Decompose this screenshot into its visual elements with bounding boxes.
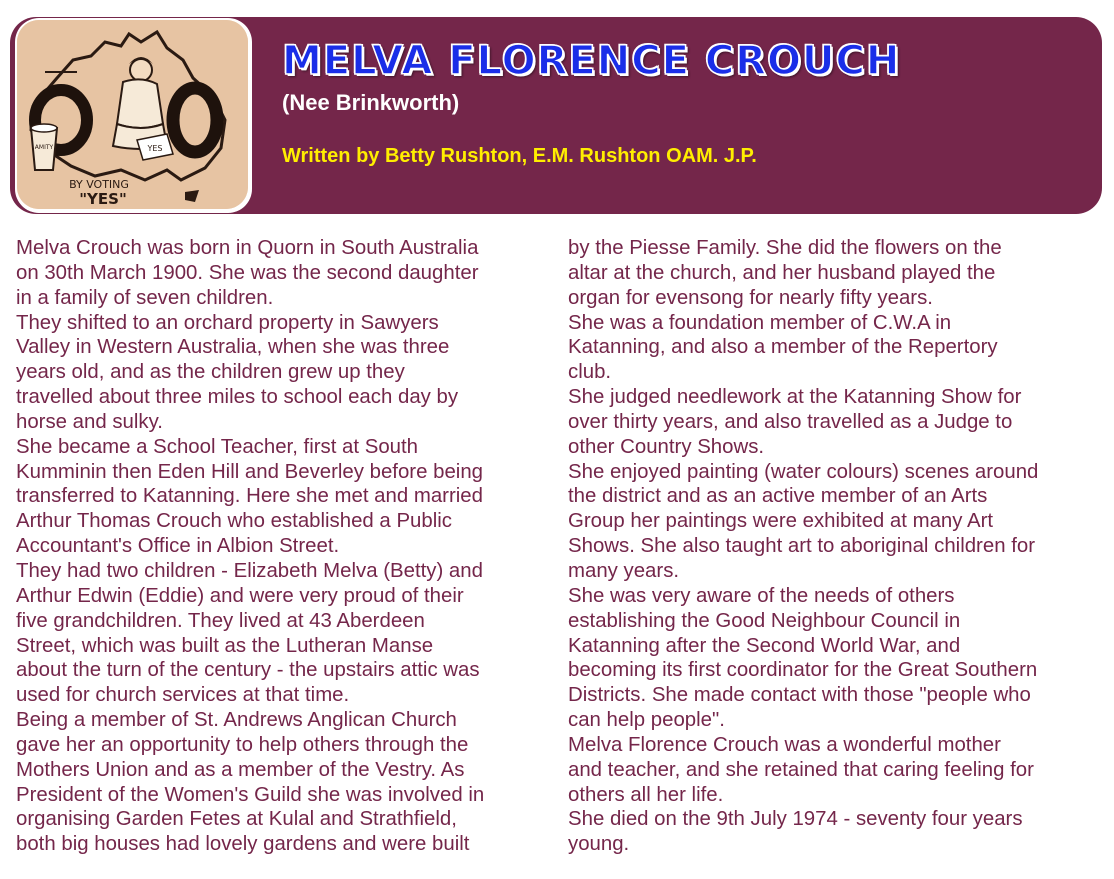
- body-line: gave her an opportunity to help others through the: [16, 733, 469, 756]
- body-column-left: [16, 236, 556, 857]
- body-line: Street, which was built as the Lutheran Manse: [16, 634, 434, 657]
- suffrage-illustration: [17, 20, 248, 209]
- body-line: Katanning after the Second World War, and: [568, 634, 961, 657]
- illustration-caption-line1: BY VOTING: [69, 178, 129, 191]
- body-line: Melva Crouch was born in Quorn in South Australia: [16, 237, 479, 259]
- body-line: Being a member of St. Andrews Anglican Church: [16, 709, 457, 732]
- body-line: altar at the church, and her husband played the: [568, 261, 996, 284]
- body-line: Mothers Union and as a member of the Vestry. As: [16, 758, 465, 781]
- body-line: Accountant's Office in Albion Street.: [16, 535, 340, 558]
- body-line: They had two children - Elizabeth Melva (Betty) and: [16, 559, 483, 582]
- body-line: by the Piesse Family. She did the flowers on the: [568, 237, 1002, 259]
- body-line: in a family of seven children.: [16, 286, 274, 309]
- body-line: Valley in Western Australia, when she was three: [16, 336, 450, 359]
- illustration-graphic: [17, 20, 248, 209]
- body-line: others all her life.: [568, 783, 724, 806]
- body-line: organ for evensong for nearly fifty years.: [568, 286, 933, 309]
- body-line: over thirty years, and also travelled as a Judge to: [568, 410, 1013, 433]
- body-line: Shows. She also taught art to aboriginal children for: [568, 535, 1035, 558]
- body-line: on 30th March 1900. She was the second daughter: [16, 261, 479, 284]
- body-line: five grandchildren. They lived at 43 Aberdeen: [16, 609, 425, 632]
- body-line: Group her paintings were exhibited at many Art: [568, 510, 994, 533]
- body-line: travelled about three miles to school each day by: [16, 386, 459, 409]
- body-line: She was very aware of the needs of others: [568, 584, 955, 607]
- body-line: transferred to Katanning. Here she met and married: [16, 485, 483, 508]
- bucket-label: AMITY: [34, 144, 54, 151]
- body-line: becoming its first coordinator for the Great Southern: [568, 659, 1038, 682]
- body-line: She became a School Teacher, first at South: [16, 435, 419, 458]
- body-line: can help people".: [568, 709, 725, 732]
- body-line: They shifted to an orchard property in Sawyers: [16, 311, 439, 334]
- body-line: establishing the Good Neighbour Council in: [568, 609, 961, 632]
- body-line: Arthur Edwin (Eddie) and were very proud of their: [16, 584, 464, 607]
- body-line: about the turn of the century - the upstairs attic was: [16, 659, 480, 682]
- body-line: Melva Florence Crouch was a wonderful mother: [568, 733, 1001, 756]
- body-line: She enjoyed painting (water colours) scenes around: [568, 460, 1039, 483]
- body-line: other Country Shows.: [568, 435, 765, 458]
- body-line: young.: [568, 833, 630, 856]
- body-line: organising Garden Fetes at Kulal and Strathfield,: [16, 808, 457, 831]
- body-line: She judged needlework at the Katanning Show for: [568, 386, 1022, 409]
- body-line: Districts. She made contact with those "people who: [568, 684, 1031, 707]
- body-line: used for church services at that time.: [16, 684, 350, 707]
- body-line: President of the Women's Guild she was involved in: [16, 783, 485, 806]
- body-line: and teacher, and she retained that caring feeling for: [568, 758, 1034, 781]
- page-subtitle: (Nee Brinkworth): [282, 90, 460, 115]
- illustration-caption-line2: "YES": [79, 190, 127, 208]
- body-line: years old, and as the children grew up they: [16, 361, 405, 384]
- body-line: many years.: [568, 559, 680, 582]
- body-line: She died on the 9th July 1974 - seventy four years: [568, 808, 1023, 831]
- author-byline: Written by Betty Rushton, E.M. Rushton OAM. J.P.: [282, 145, 757, 167]
- paper-label: YES: [147, 144, 163, 153]
- body-line: She was a foundation member of C.W.A in: [568, 311, 952, 334]
- body-column-right: [568, 236, 1108, 857]
- body-line: Katanning, and also a member of the Repertory: [568, 336, 998, 359]
- body-line: Kumminin then Eden Hill and Beverley before being: [16, 460, 483, 483]
- body-line: horse and sulky.: [16, 410, 163, 433]
- body-line: both big houses had lovely gardens and were built: [16, 833, 470, 856]
- body-line: club.: [568, 361, 612, 384]
- page-title: MELVA FLORENCE CROUCH: [282, 38, 901, 84]
- body-line: Arthur Thomas Crouch who established a Public: [16, 510, 452, 533]
- body-line: the district and as an active member of an Arts: [568, 485, 988, 508]
